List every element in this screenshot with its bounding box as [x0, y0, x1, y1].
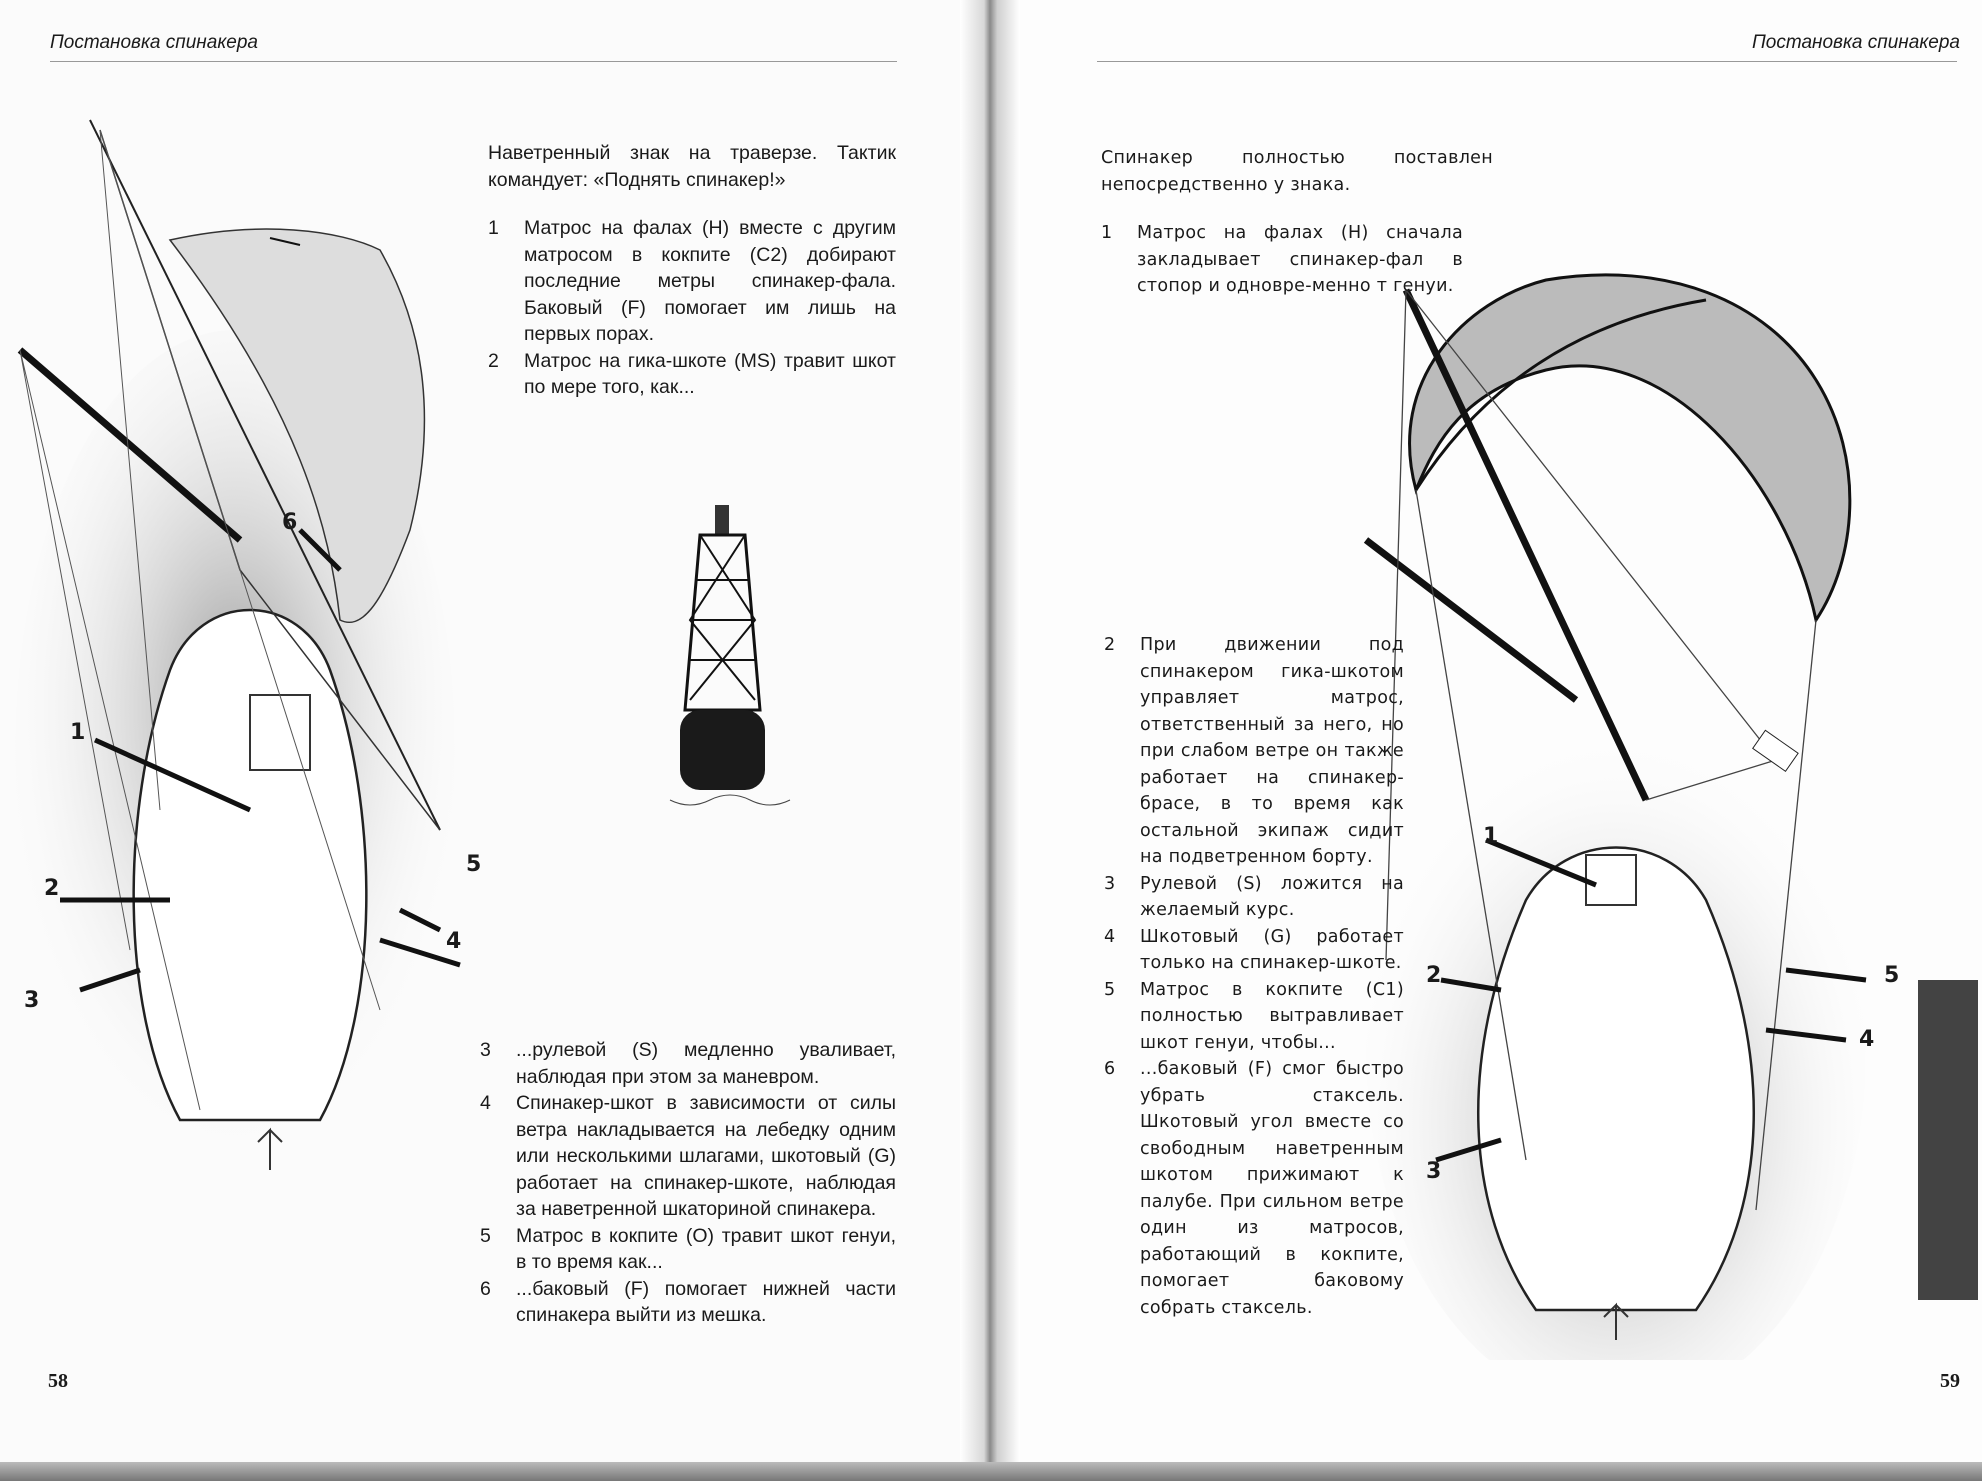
list-item: 3 ...рулевой (S) медленно уваливает, наблюдая при этом за маневром.	[480, 1039, 896, 1088]
header-rule	[1097, 61, 1957, 62]
callout-3: 3	[1426, 1159, 1442, 1184]
list-item: 6 ...баковый (F) смог быстро убрать стаксель. Шкотовый угол вместе со свободным наветренным шкотом прижимают к палубе. При сильном ветре один из матросов, работающий в кокпите, помогает баковому собрать стаксель.	[1104, 1059, 1404, 1318]
boat-illustration-hoisting	[0, 110, 480, 1230]
list-item: 2 При движении под спинакером гика-шкотом управляет матрос, ответственный за него, но при слабом ветре он также работает на спинакер-брасе, в то время как остальной экипаж сидит на подветренном борту.	[1104, 635, 1404, 867]
book-spine	[960, 0, 1020, 1481]
hull	[134, 610, 367, 1120]
list-item: 5 Матрос в кокпите (O) травит шкот генуи, в то время как...	[480, 1224, 896, 1273]
buoy-float	[680, 710, 765, 790]
running-header: Постановка спинакера	[50, 32, 258, 53]
callout-5: 5	[1884, 963, 1900, 988]
right-page	[986, 0, 1982, 1466]
callout-4: 4	[446, 929, 462, 954]
callout-1: 1	[70, 720, 86, 745]
text-block-bottom	[480, 1037, 896, 1329]
hatch	[1586, 855, 1636, 905]
text-block-top	[1101, 145, 1493, 300]
callout-6: 6	[282, 510, 298, 535]
callout-4: 4	[1859, 1027, 1875, 1052]
mark-buoy	[1918, 980, 1978, 1300]
page-number: 58	[48, 1370, 68, 1392]
list-item: 4 Спинакер-шкот в зависимости от силы ветра накладывается на лебедку одним или несколькими шлагами, шкотовый (G) работает на спинакер-шкоте, наблюдая за наветренной шкаториной спинакера.	[480, 1092, 896, 1220]
hull	[1478, 848, 1754, 1311]
callout-5: 5	[466, 852, 482, 877]
list-item: 6 ...баковый (F) помогает нижней части спинакера выйти из мешка.	[480, 1277, 896, 1326]
callout-3: 3	[24, 988, 40, 1013]
callout-2: 2	[1426, 963, 1442, 988]
list-item: 3 Рулевой (S) ложится на желаемый курс.	[1104, 873, 1404, 920]
list-item: 1 Матрос на фалах (H) вместе с другим матросом в кокпите (C2) добирают последние метры спинакер-фала. Баковый (F) помогает им лишь на первых порах.	[488, 217, 896, 345]
running-header: Постановка спинакера	[1752, 32, 1960, 53]
hatch	[250, 695, 310, 770]
left-page	[0, 0, 986, 1466]
scan-edge	[0, 1462, 1982, 1481]
callout-1: 1	[1483, 824, 1499, 849]
text-block-bottom	[1104, 632, 1404, 1321]
list-item: 2 Матрос на гика-шкоте (MS) травит шкот по мере того, как...	[488, 349, 896, 398]
text-block-top	[488, 140, 896, 401]
page-number: 59	[1940, 1370, 1960, 1392]
list-item: 5 Матрос в кокпите (C1) полностью вытравливает шкот генуи, чтобы...	[1104, 979, 1404, 1053]
list-item: 1 Матрос на фалах (H) сначала закладывает спинакер-фал в стопор и одновре-менно т генуи.	[1101, 223, 1463, 296]
spinnaker-sail	[1410, 275, 1850, 620]
mark-buoy-illustration	[655, 500, 805, 840]
intro-paragraph: Наветренный знак на траверзе. Тактик командует: «Поднять спинакер!»	[488, 142, 896, 191]
callout-2: 2	[44, 876, 60, 901]
list-item: 4 Шкотовый (G) работает только на спинакер-шкоте.	[1104, 926, 1404, 973]
buoy-top	[715, 505, 729, 535]
header-rule	[50, 61, 897, 62]
intro-paragraph: Спинакер полностью поставлен непосредственно у знака.	[1101, 148, 1493, 195]
